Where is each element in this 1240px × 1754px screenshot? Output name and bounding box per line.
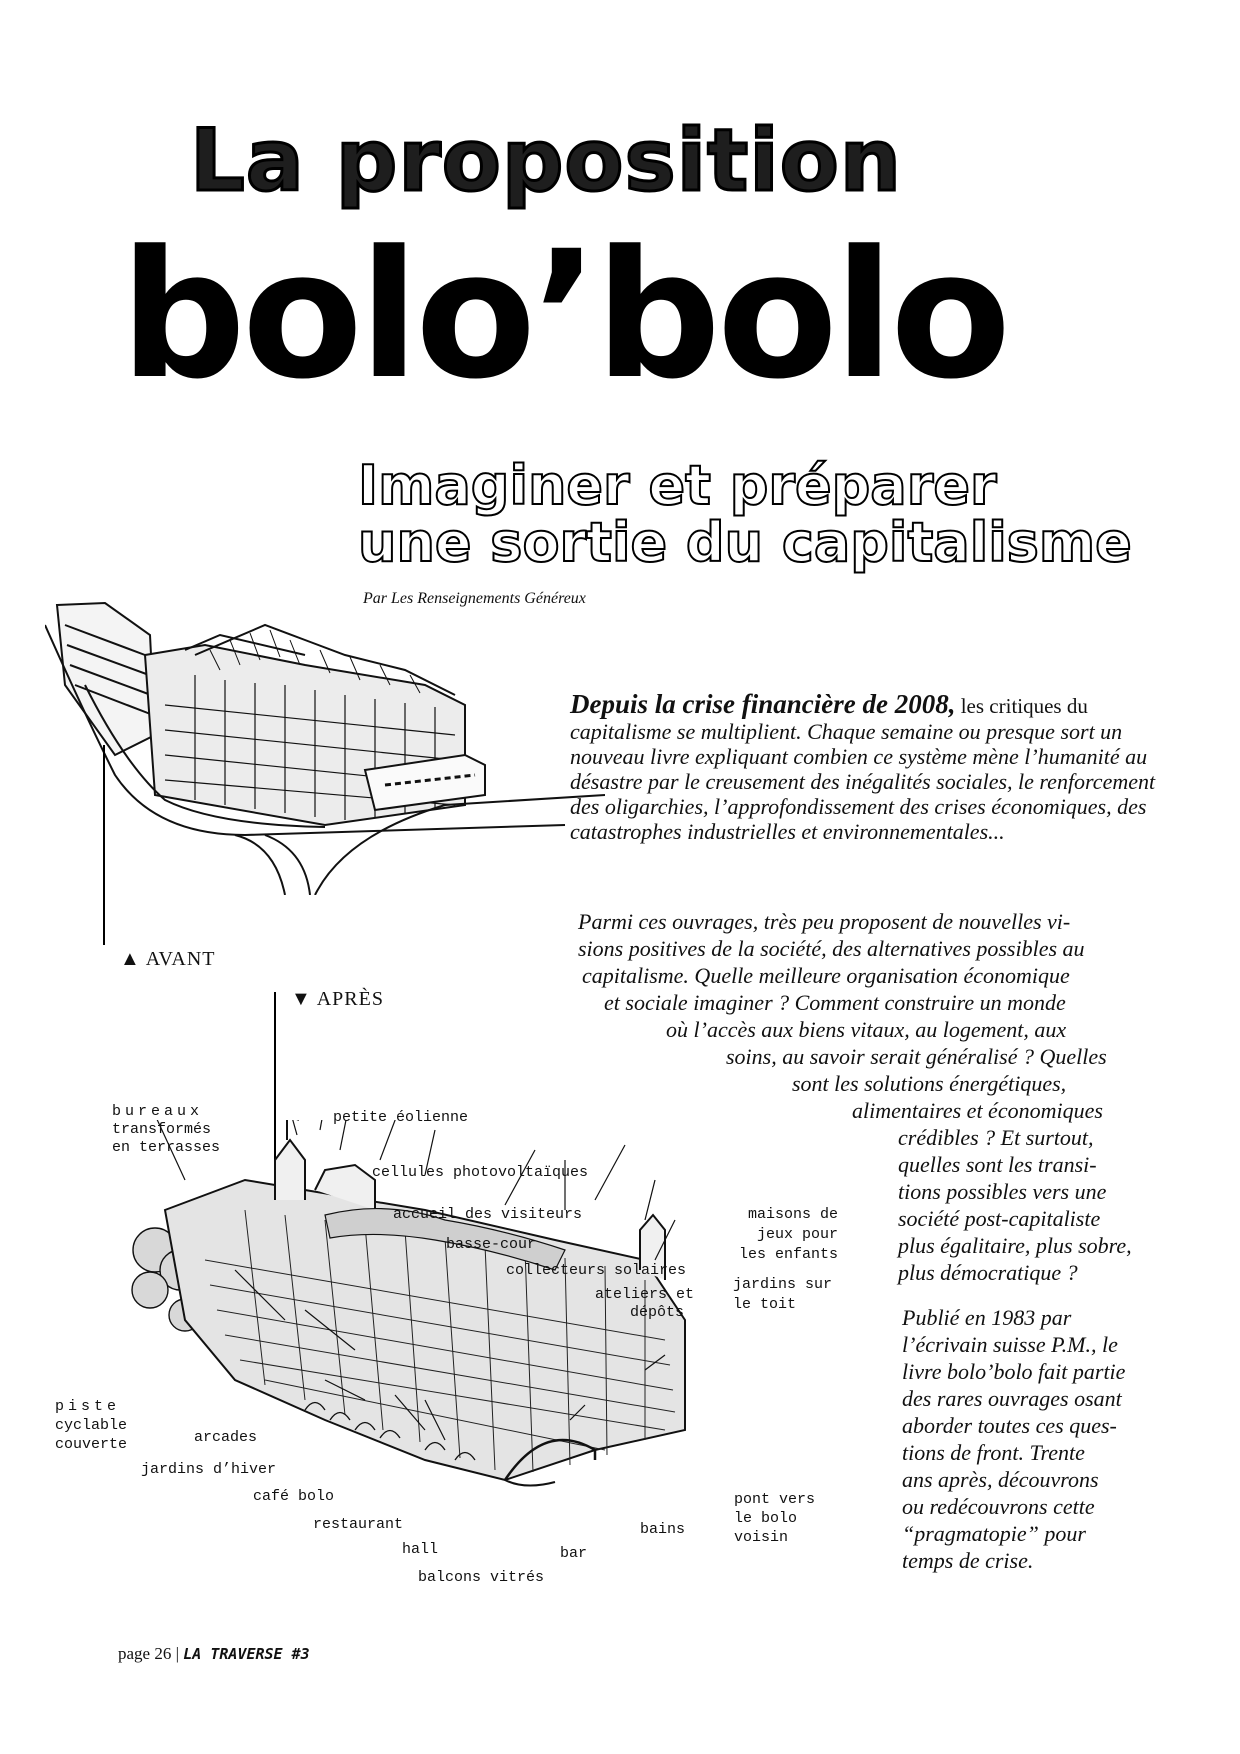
p2-line: et sociale imaginer ? Comment construire un monde [604,990,1066,1015]
label-pont-3: voisin [734,1529,789,1546]
label-maisons-3: les enfants [739,1246,839,1263]
p2-line: sont les solutions énergétiques, [792,1071,1067,1096]
label-bureaux-3: en terrasses [112,1139,221,1156]
label-cafe: café bolo [253,1488,335,1505]
label-jardins-hiver: jardins d’hiver [141,1461,277,1478]
avant-illustration [45,595,605,895]
label-maisons-2: jeux pour [757,1226,839,1243]
label-pont-1: pont vers [734,1491,816,1508]
lede-intro: Depuis la crise financière de 2008, [570,689,956,719]
p2-line: capitalisme. Quelle meilleure organisation économique [582,963,1070,988]
label-arcades: arcades [194,1429,258,1446]
label-piste-1: piste [55,1398,121,1415]
paragraph-3 [902,1304,1125,1574]
label-restaurant: restaurant [313,1516,404,1533]
label-jardins-toit-2: le toit [733,1296,797,1313]
label-maisons-1: maisons de [748,1206,839,1223]
label-balcons: balcons vitrés [418,1569,545,1586]
byline: Par Les Renseignements Généreux [363,590,586,607]
title-line-2: bolo’bolo [120,213,1008,418]
subtitle-line-2: une sortie du capitalisme [358,510,1132,574]
page-footer [118,1644,310,1664]
label-ateliers-1: ateliers et [595,1286,695,1303]
label-bureaux-1: bureaux [112,1103,204,1120]
p3-line: ou redécouvrons cette [902,1494,1095,1519]
caption-avant: ▲ AVANT [120,948,216,970]
p2-line: société post-capitaliste [898,1206,1101,1231]
magazine-name: LA TRAVERSE #3 [183,1645,310,1663]
p2-line: Parmi ces ouvrages, très peu proposent de nouvelles vi- [578,909,1071,934]
label-pont-2: le bolo [734,1510,798,1527]
p3-line: “pragmatopie” pour [902,1521,1086,1546]
p3-line: l’écrivain suisse P.M., le [902,1332,1118,1357]
label-hall: hall [402,1541,439,1558]
page-number: page 26 | [118,1644,179,1663]
p2-line: quelles sont les transi- [898,1152,1097,1177]
title-line-1: La proposition [190,111,903,211]
p2-line: plus démocratique ? [898,1260,1078,1285]
label-piste-2: cyclable [55,1417,128,1434]
p3-line: ans après, découvrons [902,1467,1099,1492]
p2-line: alimentaires et économiques [852,1098,1103,1123]
lede-paragraph [570,689,1160,844]
p3-line: tions de front. Trente [902,1440,1085,1465]
label-basse-cour: basse-cour [446,1236,537,1253]
subtitle [358,454,1132,574]
p3-line: aborder toutes ces ques- [902,1413,1117,1438]
label-jardins-toit-1: jardins sur [733,1276,833,1293]
label-bains: bains [640,1521,686,1538]
subtitle-line-1: Imaginer et préparer [358,454,997,517]
label-photovoltaiques: cellules photovoltaïques [372,1164,589,1181]
label-eolienne: petite éolienne [333,1109,469,1126]
p2-line: plus égalitaire, plus sobre, [898,1233,1132,1258]
p2-line: où l’accès aux biens vitaux, au logement, aux [666,1017,1067,1042]
label-accueil: accueil des visiteurs [393,1206,583,1223]
p3-line: temps de crise. [902,1548,1034,1573]
p2-line: sions positives de la société, des alternatives possibles au [578,936,1085,961]
label-piste-3: couverte [55,1436,128,1453]
p3-line: livre bolo’bolo fait partie [902,1359,1126,1384]
p2-line: soins, au savoir serait généralisé ? Quelles [726,1044,1107,1069]
paragraph-2 [0,908,1240,1286]
lede-rest: capitalisme se multiplient. Chaque semaine ou presque sort un nouveau livre expliquant combien ce système mène l’humanité au désastre par le creusement des inégalités sociales, le renforcement des oligarchies, l’approfondissement des crises économiques, des catastrophes industrielles et environnementales... [570,719,1156,844]
label-collecteurs: collecteurs solaires [506,1262,687,1279]
caption-apres: ▼ APRÈS [291,988,384,1010]
p3-line: des rares ouvrages osant [902,1386,1122,1411]
label-bureaux-2: transformés [112,1121,212,1138]
label-bar: bar [560,1545,588,1562]
p3-line: Publié en 1983 par [902,1305,1072,1330]
p2-line: crédibles ? Et surtout, [898,1125,1094,1150]
lede-small-run: les critiques du [955,694,1088,718]
p2-line: tions possibles vers une [898,1179,1107,1204]
label-ateliers-2: dépôts [630,1304,685,1321]
